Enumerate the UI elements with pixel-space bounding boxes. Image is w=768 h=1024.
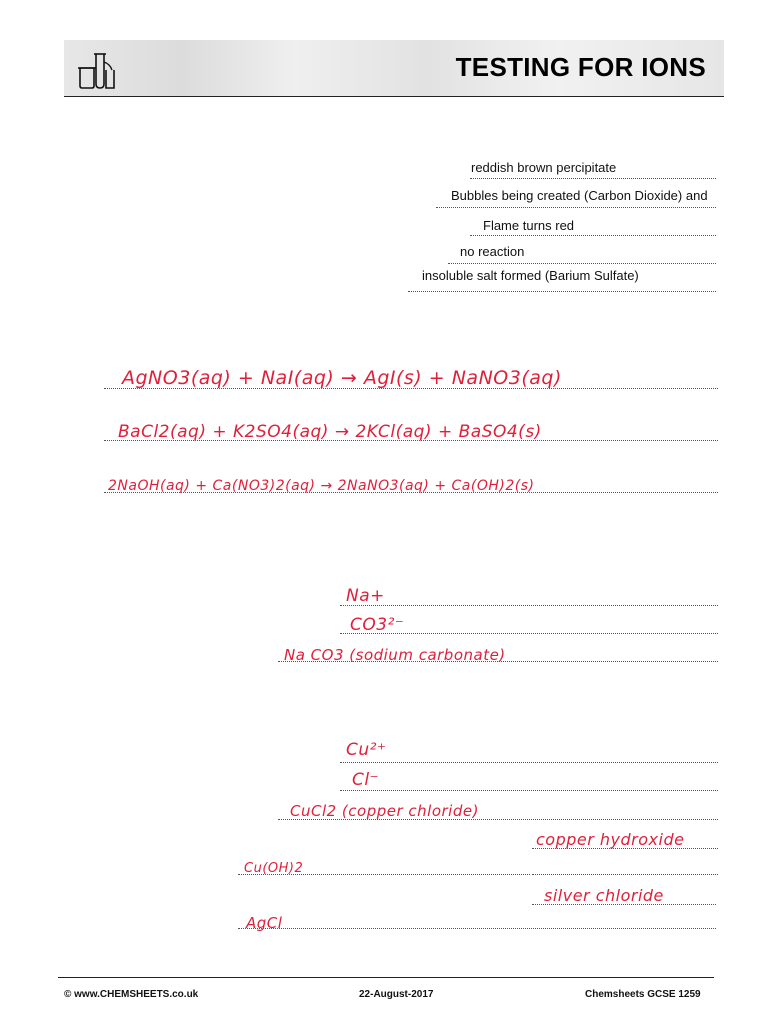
equation-barium-sulfate: BaCl2(aq) + K2SO4(aq) → 2KCl(aq) + BaSO4(s) [118, 422, 542, 442]
answer-line [238, 928, 716, 929]
answer-line [408, 291, 716, 292]
compound-copper-chloride: CuCl2 (copper chloride) [290, 802, 479, 820]
page-title: TESTING FOR IONS [455, 52, 706, 82]
answer-text: insoluble salt formed (Barium Sulfate) [422, 268, 639, 283]
precipitate-copper-hydroxide-name: copper hydroxide [536, 830, 685, 849]
anion-carbonate: CO3²⁻ [350, 615, 405, 635]
equation-line [104, 440, 718, 441]
answer-text: Bubbles being created (Carbon Dioxide) and [451, 188, 708, 203]
answer-text: no reaction [460, 244, 525, 259]
equation-line [104, 492, 718, 493]
answer-line [278, 819, 718, 820]
answer-line [532, 874, 718, 875]
compound-sodium-carbonate: Na CO3 (sodium carbonate) [284, 646, 506, 664]
equation-silver-iodide: AgNO3(aq) + NaI(aq) → AgI(s) + NaNO3(aq) [122, 367, 562, 389]
answer-line [340, 762, 718, 763]
lab-glassware-icon [74, 48, 118, 90]
page-header [64, 40, 724, 97]
answer-line [470, 235, 716, 236]
answer-line [532, 904, 716, 905]
answer-line [436, 207, 716, 208]
answer-line [448, 263, 716, 264]
footer-date: 22-August-2017 [359, 989, 434, 1000]
precipitate-silver-chloride-name: silver chloride [544, 886, 664, 905]
answer-line [532, 848, 718, 849]
cation-sodium: Na+ [346, 586, 385, 606]
footer-sheet-id: Chemsheets GCSE 1259 [585, 989, 701, 1000]
answer-text: Flame turns red [483, 218, 575, 233]
answer-line [278, 661, 718, 662]
footer-divider [58, 977, 714, 978]
answer-line [238, 874, 530, 875]
equation-calcium-hydroxide: 2NaOH(aq) + Ca(NO3)2(aq) → 2NaNO3(aq) + Ca(OH)2(s) [108, 478, 535, 494]
precipitate-silver-chloride-formula: AgCl [246, 914, 283, 932]
equation-line [104, 388, 718, 389]
anion-chloride: Cl⁻ [352, 770, 380, 790]
answer-line [340, 790, 718, 791]
cation-copper: Cu²⁺ [346, 740, 387, 760]
answer-line [470, 178, 716, 179]
answer-line [340, 605, 718, 606]
precipitate-copper-hydroxide-formula: Cu(OH)2 [244, 861, 304, 876]
footer-copyright: © www.CHEMSHEETS.co.uk [64, 989, 199, 1000]
answer-line [340, 633, 718, 634]
answer-text: reddish brown percipitate [471, 160, 617, 175]
